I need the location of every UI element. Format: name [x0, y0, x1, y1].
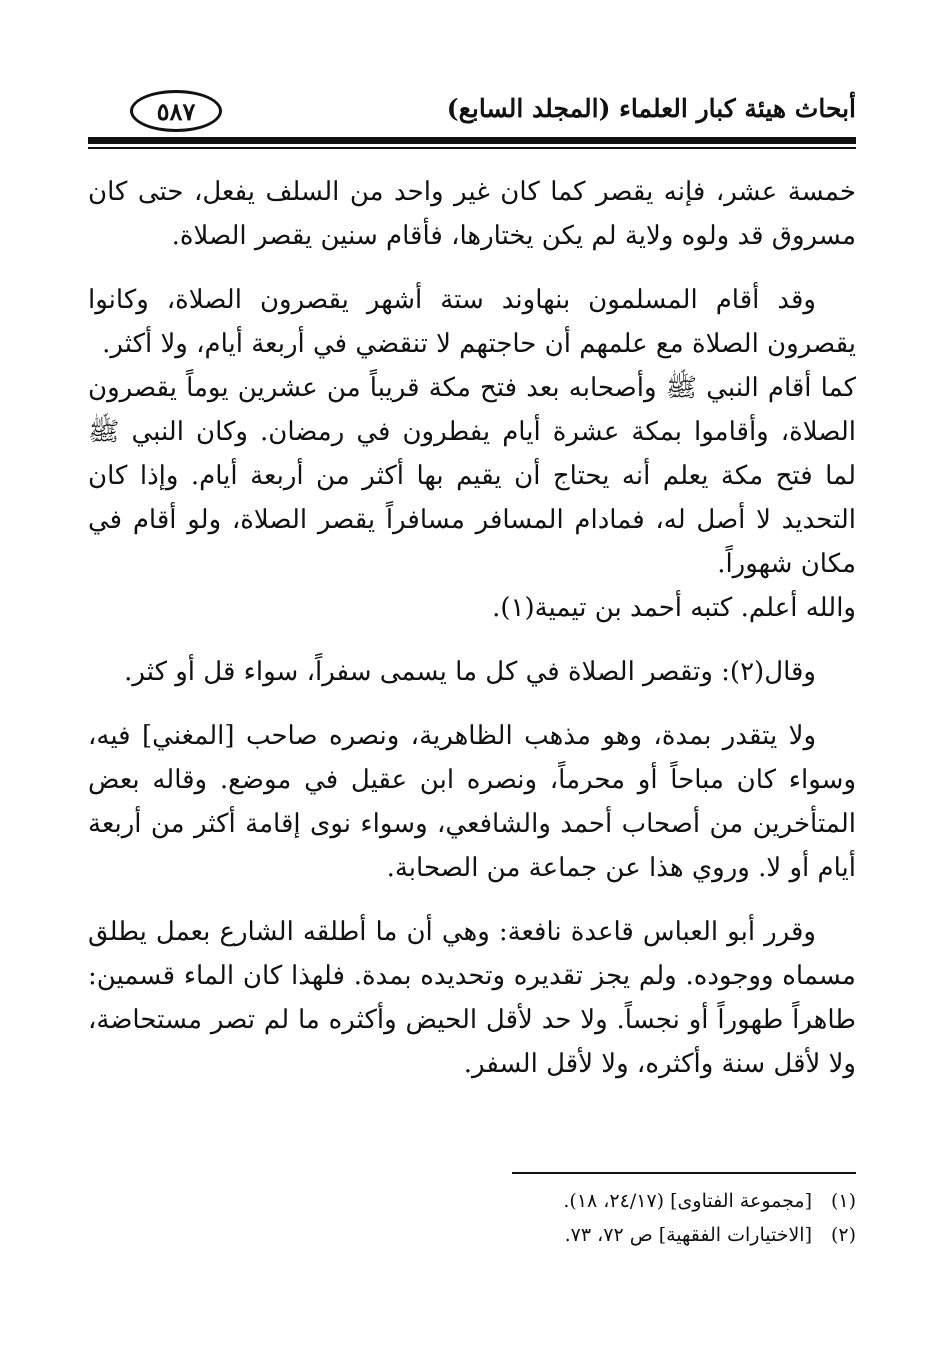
paragraph: وقرر أبو العباس قاعدة نافعة: وهي أن ما أطلقه الشارع بعمل يطلق مسماه ووجوده. ولم يجز تقديره وتحديده بمدة. فلهذا كان الماء قسمين: طاهراً طهوراً أو نجساً. ولا حد لأقل الحيض وأكثره ما لم تصر مستحاضة، ولا لأقل سنة وأكثره، ولا لأقل السفر.	[88, 917, 856, 1079]
paragraph: ولا يتقدر بمدة، وهو مذهب الظاهرية، ونصره صاحب [المغني] فيه، وسواء كان مباحاً أو محرماً، ونصره ابن عقيل في موضع. وقاله بعض المتأخرين من أصحاب أحمد والشافعي، وسواء نوى إقامة أكثر من أربعة أيام أو لا. وروي هذا عن جماعة من الصحابة.	[88, 721, 856, 883]
page-number-badge	[130, 90, 222, 132]
footnote-item	[88, 1218, 856, 1252]
running-title: أبحاث هيئة كبار العلماء (المجلد السابع)	[446, 94, 856, 123]
footnote-text: [الاختيارات الفقهية] ص ٧٢، ٧٣.	[564, 1224, 812, 1246]
footnote-item	[88, 1184, 856, 1218]
footnote-number: (١)	[830, 1190, 856, 1212]
header-rule-thick	[88, 137, 856, 144]
page-header	[88, 90, 856, 138]
footnote-number: (٢)	[830, 1224, 856, 1246]
footnote-text: [مجموعة الفتاوى] (٢٤/١٧، ١٨).	[563, 1190, 812, 1212]
page-number: ٥٨٧	[156, 96, 196, 126]
body-text	[88, 170, 856, 1106]
paragraph: وقد أقام المسلمون بنهاوند ستة أشهر يقصرون الصلاة، وكانوا يقصرون الصلاة مع علمهم أن حاجتهم لا تنقضي في أربعة أيام، ولا أكثر.	[88, 285, 856, 359]
paragraph: وقال(٢): وتقصر الصلاة في كل ما يسمى سفراً، سواء قل أو كثر.	[124, 657, 816, 687]
footnotes	[88, 1184, 856, 1252]
footnote-separator	[512, 1172, 856, 1174]
paragraph: كما أقام النبي ﷺ وأصحابه بعد فتح مكة قريباً من عشرين يوماً يقصرون الصلاة، وأقاموا بمكة عشرة أيام يفطرون في رمضان. وكان النبي ﷺ لما فتح مكة يعلم أنه يحتاج أن يقيم بها أكثر من أربعة أيام. وإذا كان التحديد لا أصل له، فمادام المسافر مسافراً يقصر الصلاة، ولو أقام في مكان شهوراً.	[88, 373, 856, 579]
paragraph: والله أعلم. كتبه أحمد بن تيمية(١).	[492, 593, 856, 623]
paragraph: خمسة عشر، فإنه يقصر كما كان غير واحد من السلف يفعل، حتى كان مسروق قد ولوه ولاية لم يكن يختارها، فأقام سنين يقصر الصلاة.	[88, 177, 856, 251]
header-rule-thin	[88, 147, 856, 149]
